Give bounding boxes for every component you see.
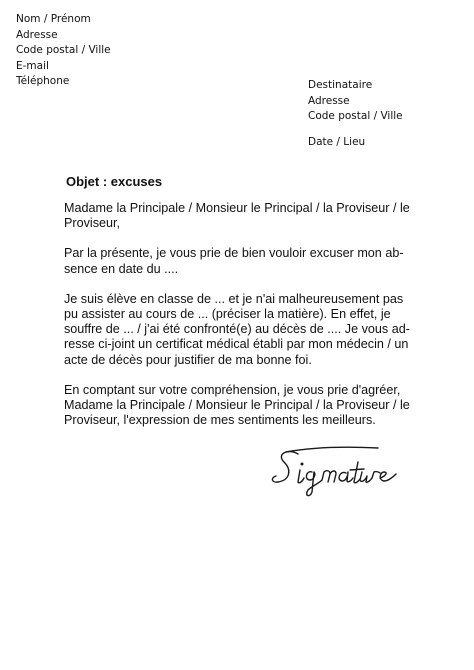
signature-image	[268, 440, 408, 500]
text-line: Proviseur, l'expression de mes sentiments les meilleurs.	[64, 413, 376, 428]
salutation-paragraph	[64, 201, 410, 231]
explanation-paragraph	[64, 291, 410, 368]
text-line: sence en date du ....	[64, 261, 179, 276]
sender-address: Adresse	[16, 28, 58, 41]
text-line: souffre de ... / j'ai été confronté(e) au décès de .... Je vous ad-	[64, 322, 410, 337]
recipient-name: Destinataire	[308, 79, 373, 91]
closing-paragraph	[64, 382, 410, 429]
text-line: Je suis élève en classe de ... et je n'ai malheureusement pas	[64, 291, 404, 306]
sender-phone: Téléphone	[16, 75, 70, 87]
sender-block	[16, 12, 111, 90]
sender-name: Nom / Prénom	[16, 13, 91, 25]
text-line: Madame la Principale / Monsieur le Principal / la Proviseur / le	[64, 201, 410, 215]
text-line: En comptant sur votre compréhension, je vous prie d'agréer,	[64, 382, 401, 397]
recipient-postal-city: Code postal / Ville	[308, 110, 403, 122]
text-line: acte de décès pour justifier de ma bonne foi.	[64, 352, 312, 367]
text-line: Madame la Principale / Monsieur le Principal / la Proviseur / le	[64, 398, 410, 413]
date-place: Date / Lieu	[308, 135, 366, 148]
letter-body	[64, 201, 410, 443]
text-line: resse ci-joint un certificat médical établi par mon médecin / un	[64, 337, 409, 352]
letter-subject: Objet : excuses	[66, 174, 163, 189]
text-line: pu assister au cours de ... (préciser la matière). En effet, je	[64, 307, 391, 322]
text-line: Proviseur,	[64, 216, 120, 231]
intro-paragraph	[64, 246, 404, 276]
recipient-block	[308, 78, 403, 150]
text-line: Par la présente, je vous prie de bien vouloir excuser mon ab-	[64, 246, 404, 261]
sender-postal-city: Code postal / Ville	[16, 44, 111, 56]
recipient-address: Adresse	[308, 94, 350, 107]
sender-email: E-mail	[16, 59, 49, 72]
